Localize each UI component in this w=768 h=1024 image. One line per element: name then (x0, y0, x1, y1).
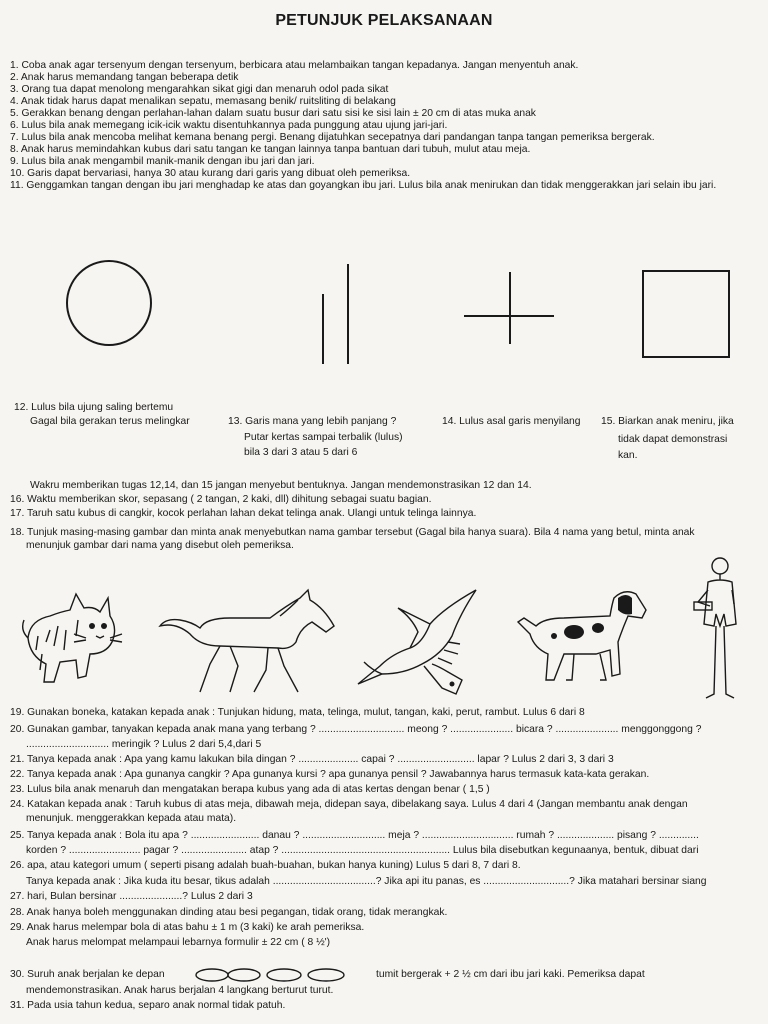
instruction-25: 25. Tanya kepada anak : Bola itu apa ? ........................ danau ? ............................. meja ? ................................ rumah ? .................... pisang ? .............. (10, 830, 699, 841)
instruction-3: 3. Orang tua dapat menolong mengarahkan sikat gigi dan menaruh odol pada sikat (10, 84, 389, 95)
caption-12a: 12. Lulus bila ujung saling bertemu (14, 402, 174, 413)
instruction-20-cont: ............................. meringik ? Lulus 2 dari 5,4,dari 5 (26, 739, 262, 750)
caption-12b: Gagal bila gerakan terus melingkar (30, 416, 190, 427)
parallel-lines-figure (316, 260, 356, 368)
instruction-21: 21. Tanya kepada anak : Apa yang kamu lakukan bila dingan ? ..................... capai ? ........................... lapar ? Lulus 2 dari 3, 3 dari 3 (10, 754, 614, 765)
instruction-1: 1. Coba anak agar tersenyum dengan tersenyum, berbicara atau melambaikan tangan kepadanya. Jangan menyentuh anak. (10, 60, 579, 71)
instruction-26: 26. apa, atau kategori umum ( seperti pisang adalah buah-buahan, bukan hanya kuning) Lulus 5 dari 8, 7 dari 8. (10, 860, 521, 871)
dog-picture (514, 584, 652, 694)
bird-picture (352, 584, 502, 700)
cross-figure (462, 270, 556, 346)
instruction-note-12-15: Wakru memberikan tugas 12,14, dan 15 jangan menyebut bentuknya. Jangan mendemonstrasikan 12 dan 14. (30, 480, 532, 491)
instruction-18: 18. Tunjuk masing-masing gambar dan minta anak menyebutkan nama gambar tersebut (Gagal bila hanya suara). Bila 4 nama yang betul, minta anak (10, 527, 695, 538)
instruction-24: 24. Katakan kepada anak : Taruh kubus di atas meja, dibawah meja, didepan saya, dibelakang saya. Lulus 4 dari 4 (Jangan membantu anak dengan (10, 799, 688, 810)
instruction-31: 31. Pada usia tahun kedua, separo anak normal tidak patuh. (10, 1000, 286, 1011)
horse-picture (150, 588, 340, 698)
instruction-10: 10. Garis dapat bervariasi, hanya 30 atau kurang dari garis yang dibuat oleh pemeriksa. (10, 168, 411, 179)
instruction-16: 16. Waktu memberikan skor, sepasang ( 2 tangan, 2 kaki, dll) dihitung sebagai suatu bagian. (10, 494, 432, 505)
instruction-24-cont: menunjuk. menggerakkan kepada atau mata). (26, 813, 237, 824)
caption-13b: Putar kertas sampai terbalik (lulus) (244, 432, 403, 443)
instruction-28: 28. Anak hanya boleh menggunakan dinding atau besi pegangan, tidak orang, tidak merangkak. (10, 907, 448, 918)
circle-figure (64, 258, 154, 348)
instruction-30: 30. Suruh anak berjalan ke depan (10, 969, 165, 980)
instruction-27: 27. hari, Bulan bersinar ......................? Lulus 2 dari 3 (10, 891, 253, 902)
instruction-23: 23. Lulus bila anak menaruh dan mengatakan berapa kubus yang ada di atas kertas dengan benar ( 1,5 ) (10, 784, 490, 795)
instruction-29-cont: Anak harus melompat melampaui lebarnya formulir ± 22 cm ( 8 ½') (26, 937, 331, 948)
instruction-18-cont: menunjuk gambar dari nama yang disebut oleh pemeriksa. (26, 540, 294, 551)
caption-15b: tidak dapat demonstrasi (618, 434, 728, 445)
caption-13c: bila 3 dari 3 atau 5 dari 6 (244, 447, 358, 458)
instruction-2: 2. Anak harus memandang tangan beberapa detik (10, 72, 239, 83)
instruction-8: 8. Anak harus memindahkan kubus dari satu tangan ke tangan lainnya tanpa bantuan dari tubuh, mulut atau meja. (10, 144, 531, 155)
instruction-6: 6. Lulus bila anak memegang icik-icik waktu disentuhkannya pada punggung atau ujung jari-jari. (10, 120, 448, 131)
instruction-17: 17. Taruh satu kubus di cangkir, kocok perlahan lahan dekat telinga anak. Ulangi untuk telinga lainnya. (10, 508, 477, 519)
instruction-30-right: tumit bergerak + 2 ½ cm dari ibu jari kaki. Pemeriksa dapat (376, 969, 645, 980)
caption-14: 14. Lulus asal garis menyilang (442, 416, 581, 427)
instruction-4: 4. Anak tidak harus dapat menalikan sepatu, memasang benik/ ruitsliting di belakang (10, 96, 396, 107)
instruction-11: 11. Genggamkan tangan dengan ibu jari menghadap ke atas dan goyangkan ibu jari. Lulus bila anak menirukan dan tidak menggerakkan jari selain ibu jari. (10, 180, 717, 191)
instruction-22: 22. Tanya kepada anak : Apa gunanya cangkir ? Apa gunanya kursi ? apa gunanya pensil ? Jawabannya harus termasuk kata-kata gerakan. (10, 769, 650, 780)
footprints-figure (194, 966, 352, 984)
instruction-25-cont: korden ? ......................... pagar ? ....................... atap ? ........................................................... Lulus bila disebutkan kegunaanya, bentuk, dibuat dari (26, 845, 699, 856)
cat-picture (20, 590, 130, 690)
page-title: PETUNJUK PELAKSANAAN (275, 12, 493, 29)
instruction-30-cont: mendemonstrasikan. Anak harus berjalan 4 langkang berturut turut. (26, 985, 334, 996)
instruction-20: 20. Gunakan gambar, tanyakan kepada anak mana yang terbang ? .............................. meong ? ...................... bicara ? ...................... menggonggong ? (10, 724, 702, 735)
instruction-29: 29. Anak harus melempar bola di atas bahu ± 1 m (3 kaki) ke arah pemeriksa. (10, 922, 365, 933)
instruction-19: 19. Gunakan boneka, katakan kepada anak : Tunjukan hidung, mata, telinga, mulut, tangan, kaki, perut, rambut. Lulus 6 dari 8 (10, 707, 585, 718)
caption-15c: kan. (618, 450, 638, 461)
man-picture (690, 554, 750, 704)
instruction-9: 9. Lulus bila anak mengambil manik-manik dengan ibu jari dan jari. (10, 156, 315, 167)
instruction-7: 7. Lulus bila anak mencoba melihat kemana benang pergi. Benang dijatuhkan secepatnya dari pandangan tanpa tangan pemeriksa bergerak. (10, 132, 655, 143)
caption-15a: 15. Biarkan anak meniru, jika (601, 416, 734, 427)
caption-13a: 13. Garis mana yang lebih panjang ? (228, 416, 397, 427)
square-figure (640, 268, 732, 360)
instruction-5: 5. Gerakkan benang dengan perlahan-lahan dalam suatu busur dari satu sisi ke sisi lain ± 20 cm di atas muka anak (10, 108, 536, 119)
instruction-26-cont: Tanya kepada anak : Jika kuda itu besar, tikus adalah ....................................? Jika api itu panas, es ..............................? Jika matahari bersinar siang (26, 876, 707, 887)
